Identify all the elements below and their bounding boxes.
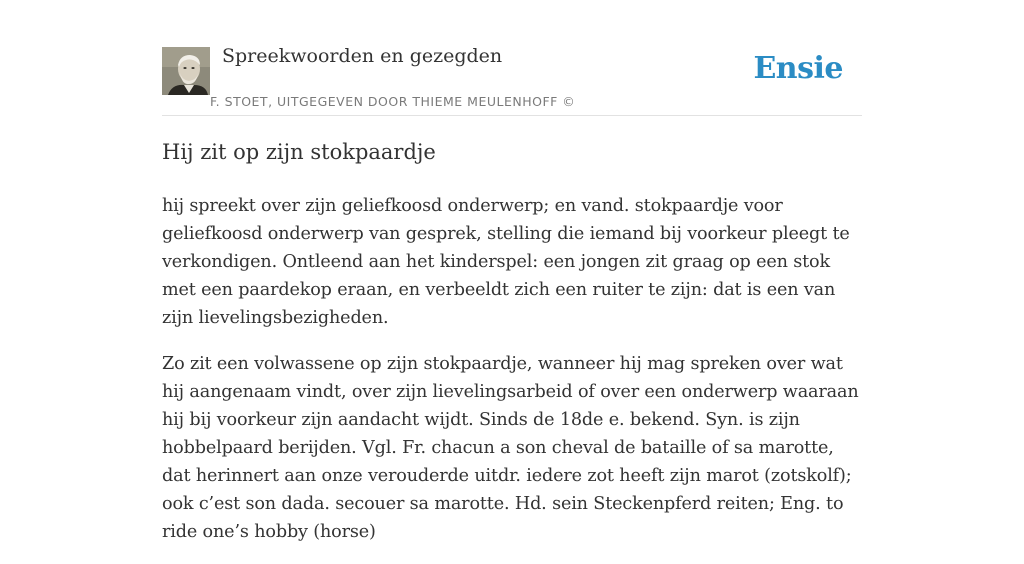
author-portrait-icon: [162, 47, 210, 95]
entry-paragraph: Zo zit een volwassene op zijn stokpaardje, wanneer hij mag spreken over wat hij aangenaam vindt, over zijn lievelingsarbeid of over een onderwerp waaraan hij bij voorkeur zijn aandacht wijdt. Sinds de 18de e. bekend. Syn. is zijn hobbelpaard berijden. Vgl. Fr. chacun a son cheval de bataille of sa marotte, dat herinnert aan onze verouderde uitdr. iedere zot heeft zijn marot (zotskolf); ook c’est son dada. secouer sa marotte. Hd. sein Steckenpferd reiten; Eng. to ride one’s hobby (horse): [162, 354, 859, 542]
ensie-logo[interactable]: Ensie: [753, 51, 843, 86]
entry-paragraph: hij spreekt over zijn geliefkoosd onderwerp; en vand. stokpaardje voor geliefkoosd onderwerp van gesprek, stelling die iemand bij voorkeur pleegt te verkondigen. Ontleend aan het kinderspel: een jongen zit graag op een stok met een paardekop eraan, en verbeeldt zich een ruiter te zijn: dat is een van zijn lievelingsbezigheden.: [162, 196, 850, 328]
source-title[interactable]: Spreekwoorden en gezegden: [222, 45, 503, 67]
source-attribution: F. STOET, UITGEGEVEN DOOR THIEME MEULENHOFF ©: [210, 94, 576, 109]
source-header: [162, 0, 862, 116]
article-container: [162, 0, 862, 542]
author-avatar[interactable]: [162, 47, 210, 95]
entry-title: Hij zit op zijn stokpaardje: [162, 140, 436, 164]
entry-body: [162, 192, 862, 564]
